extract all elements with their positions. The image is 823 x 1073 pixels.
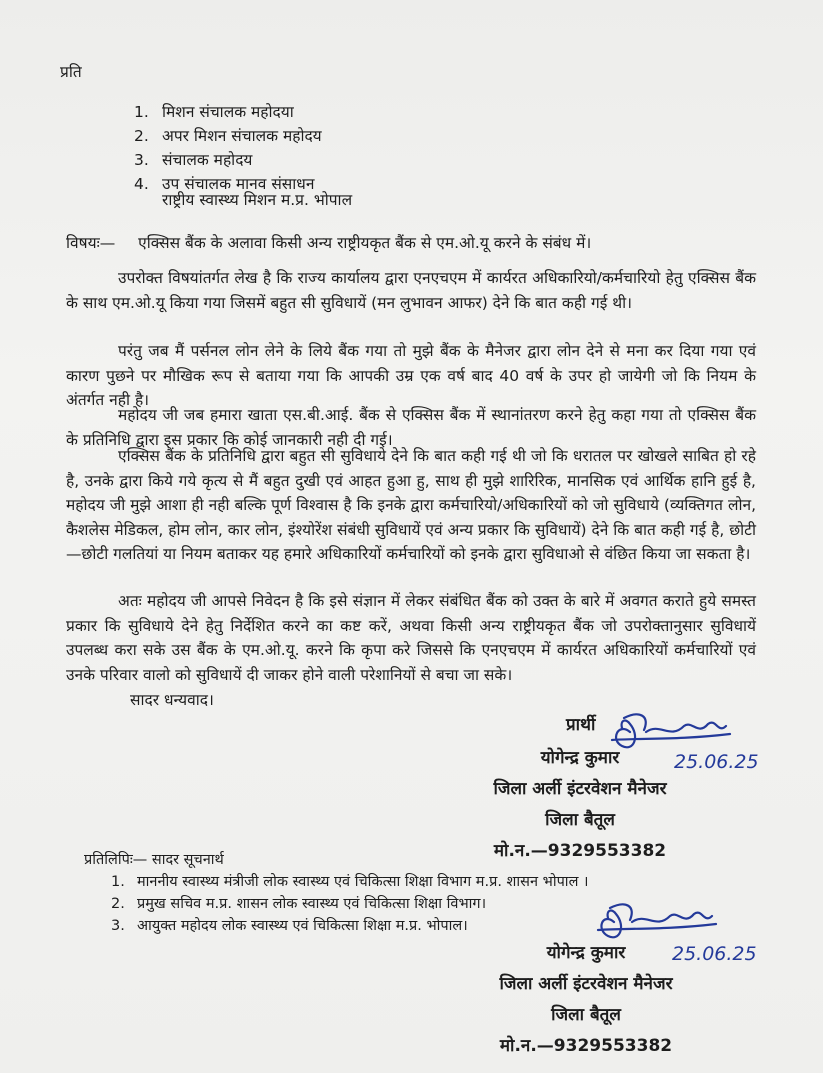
copy-to-item: 3. आयुक्त महोदय लोक स्वास्थ्य एवं चिकित्सा शिक्षा म.प्र. भोपाल। (111, 918, 468, 934)
body-paragraph: उपरोक्त विषयांतर्गत लेख है कि राज्य कार्यालय द्वारा एनएचएम में कार्यरत अधिकारियो/कर्मचारियो हेतु एक्सिस बैंक के साथ एम.ओ.यू किया गया जिसमें बहुत सी सुविधायें (मन लुभावन आफर) देने कि बात कही गई थी। (66, 269, 756, 312)
signatory-district: जिला बैतूल (545, 810, 615, 830)
recipient-item: 2. अपर मिशन संचालक महोदय (134, 127, 322, 145)
signatory-designation: जिला अर्ली इंटरवेशन मैनेजर (493, 779, 667, 799)
signature-date: 25.06.25 (674, 751, 759, 773)
signature-date-2: 25.06.25 (672, 943, 757, 965)
body-paragraph: परंतु जब मैं पर्सनल लोन लेने के लिये बैंक गया तो मुझे बैंक के मैनेजर द्वारा लोन देने से मना कर दिया गया एवं कारण पुछने पर मौखिक रूप से बताया गया कि आपकी उम्र एक वर्ष बाद 40 वर्ष के उपर हो जायेगी जो कि नियम के अंतर्गत नही है। (66, 342, 756, 409)
copy-to-item: 1. माननीय स्वास्थ्य मंत्रीजी लोक स्वास्थ्य एवं चिकित्सा शिक्षा विभाग म.प्र. शासन भोपाल । (111, 874, 589, 890)
copy-to-item: 2. प्रमुख सचिव म.प्र. शासन लोक स्वास्थ्य एवं चिकित्सा शिक्षा विभाग। (111, 896, 487, 912)
to-label: प्रति (60, 63, 82, 81)
recipient-office: राष्ट्रीय स्वास्थ्य मिशन म.प्र. भोपाल (162, 191, 353, 209)
recipient-item: 3. संचालक महोदय (134, 151, 253, 169)
body-paragraph: अतः महोदय जी आपसे निवेदन है कि इसे संज्ञान में लेकर संबंधित बैंक को उक्त के बारे में अवगत कराते हुये समस्त प्रकार कि सुविधाये देने हेतु निर्देशित करने का कष्ट करें, अथवा किसी अन्य राष्ट्रीयकृत बैंक जो उपरोक्तानुसार सुविधायें उपलब्ध करा सके उस बैंक के एम.ओ.यू. करने कि कृपा करे जिससे कि एनएचएम में कार्यरत अधिकारियों कर्मचारियों एवं उनके परिवार वालो को सुविधायें दी जाकर होने वाली परेशानियों से बचा जा सके। (66, 592, 756, 684)
body-paragraph: महोदय जी जब हमारा खाता एस.बी.आई. बैंक से एक्सिस बैंक में स्थानांतरण करने हेतु कहा गया तो एक्सिस बैंक के प्रतिनिधि द्वारा इस प्रकार कि कोई जानकारी नही दी गई। (66, 406, 756, 449)
signatory-mobile-2: मो.न.—9329553382 (499, 1036, 673, 1056)
copy-to-list (111, 871, 589, 937)
signature-block (470, 743, 690, 867)
subject-label: विषयः— (66, 234, 116, 252)
signatory-designation-2: जिला अर्ली इंटरवेशन मैनेजर (499, 974, 673, 994)
signatory-mobile: मो.न.—9329553382 (493, 841, 667, 861)
recipient-item: 4. उप संचालक मानव संसाधन (134, 175, 315, 193)
subject-line (66, 231, 591, 255)
closing-line: सादर धन्यवाद। (130, 691, 214, 709)
signature-block-2 (476, 938, 696, 1062)
copy-to-label: प्रतिलिपिः— सादर सूचनार्थ (84, 852, 224, 868)
applicant-label: प्रार्थी (566, 715, 596, 735)
signatory-district-2: जिला बैतूल (551, 1005, 621, 1025)
body-paragraph: एक्सिस बैंक के प्रतिनिधि द्वारा बहुत सी सुविधाये देने कि बात कही गई थी जो कि धरातल पर खोखले साबित हो रहे है, उनके द्वारा किये गये कृत्य से मैं बहुत दुखी एवं आहत हुआ हु, साथ ही मुझे शारिरिक, मानसिक एवं आर्थिक हानि हुई है, महोदय जी मुझे आशा ही नही बल्कि पूर्ण विश्वास है कि इनके द्वारा कर्मचारियो/अधिकारियों को जो सुविधाये (व्यक्तिगत लोन, कैशलेस मेडिकल, होम लोन, कार लोन, इंश्योरेंश संबंधी सुविधायें एवं अन्य प्रकार कि सुविधायें) देने कि बात कही गई है, छोटी—छोटी गलतियां या नियम बताकर यह हमारे अधिकारियों कर्मचारियों को इनके द्वारा सुविधाओ से वंछित किया जा सकता है। (66, 447, 756, 563)
signatory-name: योगेन्द्र कुमार (540, 748, 620, 768)
recipient-item: 1. मिशन संचालक महोदया (134, 103, 294, 121)
recipient-list (134, 100, 322, 196)
subject-text: एक्सिस बैंक के अलावा किसी अन्य राष्ट्रीयकृत बैंक से एम.ओ.यू करने के संबंध में। (138, 234, 592, 252)
signatory-name-2: योगेन्द्र कुमार (546, 943, 626, 963)
